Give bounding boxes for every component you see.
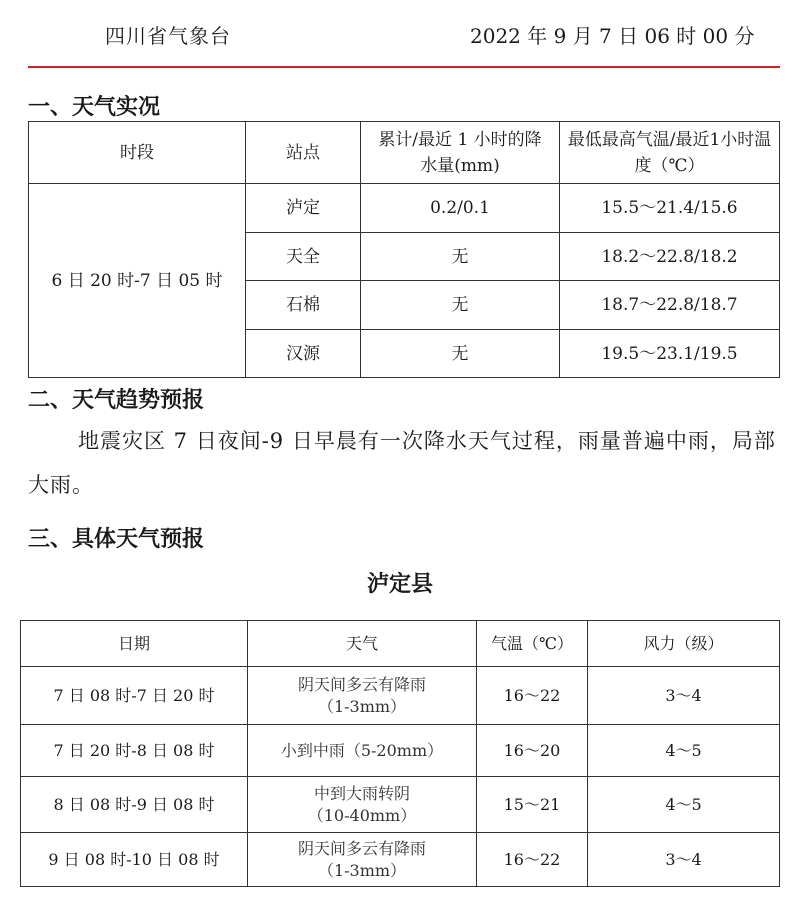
- station-cell: 天全: [246, 233, 361, 281]
- temp-cell: 15.5～21.4/15.6: [560, 184, 780, 233]
- station-cell: 汉源: [246, 330, 361, 378]
- precip-cell: 0.2/0.1: [361, 184, 560, 233]
- weather-cell: 阴天间多云有降雨 （1-3mm）: [248, 833, 477, 887]
- temp-cell: 18.7～22.8/18.7: [560, 281, 780, 330]
- header-date: 日期: [21, 621, 248, 667]
- table-header-row: [21, 621, 780, 667]
- table-row: [21, 833, 780, 887]
- date-cell: 7 日 20 时-8 日 08 时: [21, 725, 248, 777]
- temp-cell: 16～20: [477, 725, 588, 777]
- header-divider: [28, 66, 780, 68]
- wind-cell: 3～4: [588, 833, 780, 887]
- temp-cell: 16～22: [477, 833, 588, 887]
- table-header-row: [29, 122, 780, 184]
- county-title: 泸定县: [366, 571, 433, 597]
- forecast-table: [20, 620, 780, 887]
- section2-title: 二、天气趋势预报: [28, 388, 205, 413]
- wind-cell: 4～5: [588, 777, 780, 833]
- trend-paragraph: 地震灾区 7 日夜间-9 日早晨有一次降水天气过程，雨量普遍中雨，局部大雨。: [28, 429, 776, 497]
- weather-cell: 阴天间多云有降雨 （1-3mm）: [248, 667, 477, 725]
- station-cell: 石棉: [246, 281, 361, 330]
- section1-title: 一、天气实况: [28, 95, 161, 120]
- temp-cell: 15～21: [477, 777, 588, 833]
- period-cell: 6 日 20 时-7 日 05 时: [29, 184, 246, 378]
- wind-cell: 3～4: [588, 667, 780, 725]
- precip-cell: 无: [361, 233, 560, 281]
- header-weather: 天气: [248, 621, 477, 667]
- temp-cell: 16～22: [477, 667, 588, 725]
- date-cell: 7 日 08 时-7 日 20 时: [21, 667, 248, 725]
- station-cell: 泸定: [246, 184, 361, 233]
- date-cell: 8 日 08 时-9 日 08 时: [21, 777, 248, 833]
- observation-table: [28, 121, 780, 378]
- table-row: [21, 777, 780, 833]
- header-temp: 最低最高气温/最近1小时温度（℃）: [560, 122, 780, 184]
- precip-cell: 无: [361, 281, 560, 330]
- header-period: 时段: [29, 122, 246, 184]
- table-row: [21, 725, 780, 777]
- table-row: [29, 184, 780, 233]
- temp-cell: 19.5～23.1/19.5: [560, 330, 780, 378]
- header-wind: 风力（级）: [588, 621, 780, 667]
- table-row: [21, 667, 780, 725]
- precip-cell: 无: [361, 330, 560, 378]
- header-temp: 气温（℃）: [477, 621, 588, 667]
- weather-cell: 小到中雨（5-20mm）: [248, 725, 477, 777]
- header-station: 站点: [246, 122, 361, 184]
- weather-cell: 中到大雨转阴 （10-40mm）: [248, 777, 477, 833]
- issuer-name: 四川省气象台: [105, 24, 231, 48]
- temp-cell: 18.2～22.8/18.2: [560, 233, 780, 281]
- issue-datetime: 2022 年 9 月 7 日 06 时 00 分: [470, 24, 755, 48]
- header-precip: 累计/最近 1 小时的降水量(mm): [361, 122, 560, 184]
- section3-title: 三、具体天气预报: [28, 527, 205, 552]
- date-cell: 9 日 08 时-10 日 08 时: [21, 833, 248, 887]
- wind-cell: 4～5: [588, 725, 780, 777]
